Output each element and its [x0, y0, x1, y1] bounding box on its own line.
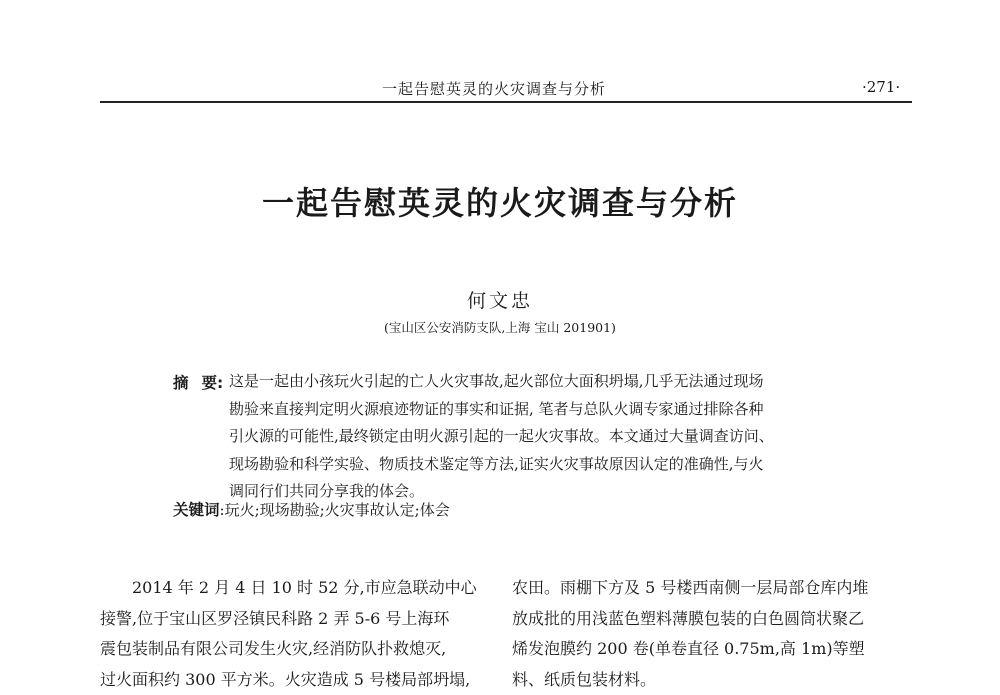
- body-column-right: [512, 573, 868, 695]
- abstract-label-char-2: 要: [202, 374, 218, 392]
- abstract-body: [229, 368, 849, 506]
- body-line: 放成批的用浅蓝色塑料薄膜包装的白色圆筒状聚乙: [512, 604, 868, 635]
- abstract-line: 调同行们共同分享我的体会。: [229, 478, 849, 506]
- article-title: 一起告慰英灵的火灾调查与分析: [0, 178, 1000, 224]
- abstract-line: 勘验来直接判定明火源痕迹物证的事实和证据, 笔者与总队火调专家通过排除各种: [229, 396, 849, 424]
- body-line: 料、纸质包装材料。: [512, 665, 868, 695]
- keywords-label: 关键词: [173, 501, 220, 519]
- abstract-line: 引火源的可能性,最终锁定由明火源引起的一起火灾事故。本文通过大量调查访问、: [229, 423, 849, 451]
- affiliation: (宝山区公安消防支队,上海 宝山 201901): [0, 318, 1000, 336]
- header-rule: [100, 101, 912, 103]
- body-line: 农田。雨棚下方及 5 号楼西南侧一层局部仓库内堆: [512, 573, 868, 604]
- abstract-label-colon: :: [217, 374, 223, 392]
- author: 何文忠: [0, 286, 1000, 313]
- body-line: 接警,位于宝山区罗泾镇民科路 2 弄 5-6 号上海环: [100, 604, 477, 635]
- body-line: 2014 年 2 月 4 日 10 时 52 分,市应急联动中心: [100, 573, 477, 604]
- abstract-line: 现场勘验和科学实验、物质技术鉴定等方法,证实火灾事故原因认定的准确性,与火: [229, 451, 849, 479]
- keywords: [173, 497, 450, 523]
- body-line: 烯发泡膜约 200 卷(单卷直径 0.75m,高 1m)等塑: [512, 634, 868, 665]
- keywords-text: :玩火;现场勘验;火灾事故认定;体会: [220, 501, 450, 519]
- body-column-left: [100, 573, 477, 695]
- running-title: 一起告慰英灵的火灾调查与分析: [382, 78, 606, 99]
- abstract-label: [173, 371, 223, 393]
- body-line: 过火面积约 300 平方米。火灾造成 5 号楼局部坍塌,: [100, 665, 477, 695]
- abstract-label-char-1: 摘: [173, 374, 189, 392]
- body-line: 震包装制品有限公司发生火灾,经消防队扑救熄灭,: [100, 634, 477, 665]
- page-number: ·271·: [862, 78, 900, 96]
- abstract-line: 这是一起由小孩玩火引起的亡人火灾事故,起火部位大面积坍塌,几乎无法通过现场: [229, 368, 849, 396]
